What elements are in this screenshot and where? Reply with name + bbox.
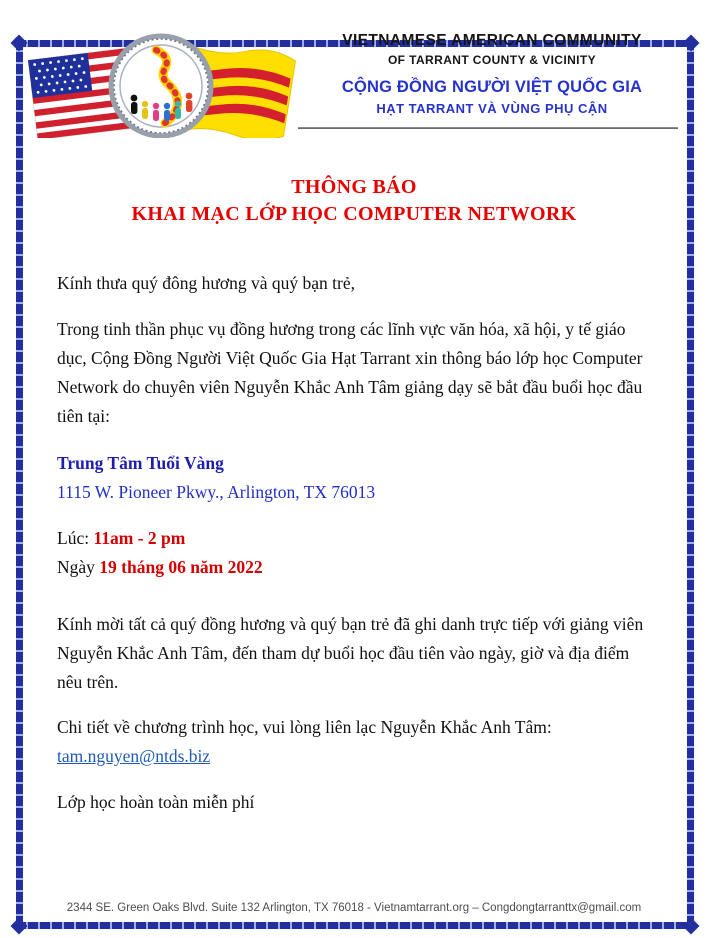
- footer-contact-line: 2344 SE. Green Oaks Blvd. Suite 132 Arlington, TX 76018 - Vietnamtarrant.org – Congdongtarranttx@gmail.com: [66, 902, 642, 914]
- schedule-block: [57, 524, 656, 582]
- header: [26, 26, 686, 143]
- invitation-paragraph: Kính mời tất cả quý đồng hương và quý bạn trẻ đã ghi danh trực tiếp với giảng viên Nguyễn Khắc Anh Tâm, đến tham dự buổi học đầu tiên vào ngày, giờ và địa điểm nêu trên.: [57, 614, 644, 692]
- frame-corner-ornament: [11, 918, 28, 935]
- contact-email-link[interactable]: tam.nguyen@ntds.biz: [57, 746, 211, 766]
- org-name-vietnamese: CỘNG ĐỒNG NGƯỜI VIỆT QUỐC GIA: [341, 78, 643, 96]
- header-divider: [298, 127, 678, 129]
- venue-name: Trung Tâm Tuổi Vàng: [57, 453, 224, 473]
- organization-name-block: [298, 26, 686, 143]
- title-line-2: KHAI MẠC LỚP HỌC COMPUTER NETWORK: [131, 203, 577, 225]
- page-title: [0, 174, 708, 228]
- venue-address: 1115 W. Pioneer Pkwy., Arlington, TX 76013: [57, 482, 376, 502]
- org-name-english: VIETNAMESE AMERICAN COMMUNITY: [342, 32, 642, 49]
- community-seal-icon: [111, 36, 211, 136]
- date-value: 19 tháng 06 năm 2022: [99, 557, 263, 577]
- time-label: Lúc:: [57, 528, 90, 548]
- frame-corner-ornament: [11, 35, 28, 52]
- free-note: Lớp học hoàn toàn miễn phí: [57, 792, 255, 812]
- greeting-text: Kính thưa quý đông hương và quý bạn trẻ,: [57, 273, 355, 293]
- date-label: Ngày: [57, 557, 95, 577]
- time-value: 11am - 2 pm: [93, 528, 186, 548]
- frame-border-bottom: [16, 922, 692, 929]
- org-name-vietnamese-subline: HẠT TARRANT VÀ VÙNG PHỤ CẬN: [376, 101, 608, 116]
- announcement-body: [57, 269, 656, 817]
- contact-paragraph: [57, 713, 656, 771]
- contact-text: Chi tiết về chương trình học, vui lòng liên lạc Nguyễn Khắc Anh Tâm:: [57, 717, 552, 737]
- title-line-1: THÔNG BÁO: [291, 176, 417, 198]
- intro-paragraph: Trong tinh thần phục vụ đồng hương trong các lĩnh vực văn hóa, xã hội, y tế giáo dục, Cộng Đồng Người Việt Quốc Gia Hạt Tarrant xin thông báo lớp học Computer Network do chuyên viên Nguyễn Khắc Anh Tâm giảng dạy sẽ bắt đầu buổi học đầu tiên tại:: [57, 319, 643, 426]
- community-logo: [26, 26, 298, 143]
- venue-block: [57, 449, 656, 507]
- announcement-flyer: [0, 26, 708, 938]
- frame-corner-ornament: [683, 918, 700, 935]
- org-name-english-subline: OF TARRANT COUNTY & VICINITY: [387, 53, 597, 67]
- flags-logo-graphic: [26, 26, 296, 138]
